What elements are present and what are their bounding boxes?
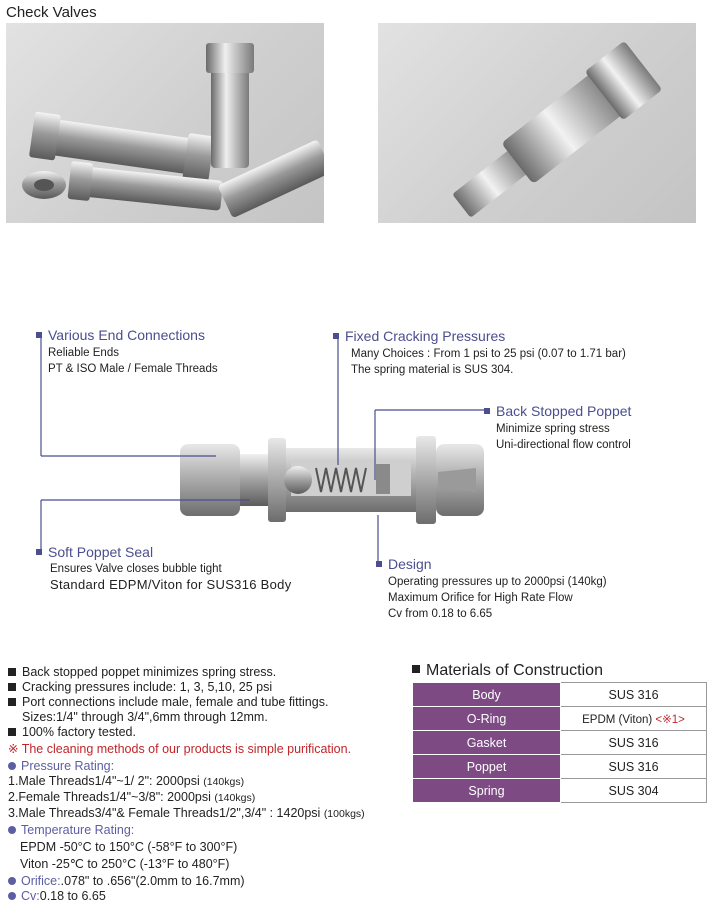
bullet-square-icon [8,698,16,706]
bullet-square-icon [36,332,42,338]
feature-item: Cracking pressures include: 1, 3, 5,10, 25 psi [8,680,365,695]
material-cell: SUS 304 [561,779,707,803]
pressure-line: 2.Female Threads1/4"~3/8": 2000psi (140kgs) [8,790,256,804]
table-row [413,755,707,779]
feature-item: Back stopped poppet minimizes spring stress. [8,665,365,680]
callout-back-stopped-poppet [484,403,631,453]
table-row [413,707,707,731]
bullet-dot-icon [8,877,16,885]
sizes-line: Sizes:1/4" through 3/4",6mm through 12mm. [22,710,268,724]
callout-line: Many Choices : From 1 psi to 25 psi (0.07 to 1.71 bar) [351,348,626,360]
callout-line: The spring material is SUS 304. [351,364,514,376]
callout-title: Various End Connections [48,327,205,343]
callout-line: Maximum Orifice for High Rate Flow [388,592,573,604]
callout-line: Cv from 0.18 to 6.65 [388,608,493,620]
callout-title: Fixed Cracking Pressures [345,328,506,344]
page-title: Check Valves [6,4,97,21]
bullet-square-icon [8,728,16,736]
material-cell: EPDM (Viton) <※1> [561,707,707,731]
material-cell: SUS 316 [561,731,707,755]
note-badge: <※1> [655,713,685,726]
feature-item: Port connections include male, female and tube fittings. [8,695,365,710]
part-cell: O-Ring [413,707,561,731]
callout-title: Back Stopped Poppet [496,403,632,419]
table-row [413,683,707,707]
callout-design [376,556,607,622]
temperature-rating-label: Temperature Rating: [21,823,135,837]
orifice-line: Orifice:.078" to .656"(2.0mm to 16.7mm) [8,874,365,889]
callout-title: Design [388,556,432,572]
callout-cracking-pressures [333,328,626,378]
part-cell: Body [413,683,561,707]
feature-item: 100% factory tested. [8,725,365,740]
table-row [413,779,707,803]
bullet-square-icon [484,408,490,414]
materials-title: Materials of Construction [426,662,603,679]
callout-line: Standard EDPM/Viton for SUS316 Body [50,577,292,592]
callout-soft-poppet-seal [36,544,292,593]
materials-table [412,682,707,803]
callout-title: Soft Poppet Seal [48,544,154,560]
cv-line: Cv:0.18 to 6.65 [8,889,365,904]
pressure-line: 3.Male Threads3/4"& Female Threads1/2",3/4" : 1420psi (100kgs) [8,806,365,820]
temperature-line: Viton -25℃ to 250°C (-13°F to 480°F) [20,857,230,871]
pressure-rating-label: Pressure Rating: [21,759,115,773]
bullet-square-icon [36,549,42,555]
callout-line: Ensures Valve closes bubble tight [50,563,222,575]
bullet-dot-icon [8,762,16,770]
material-cell: SUS 316 [561,755,707,779]
callout-line: PT & ISO Male / Female Threads [48,363,218,375]
bullet-dot-icon [8,826,16,834]
bullet-square-icon [376,561,382,567]
features-list [8,665,365,904]
callout-line: Uni-directional flow control [496,439,631,451]
table-row [413,731,707,755]
bullet-square-icon [8,683,16,691]
material-cell: SUS 316 [561,683,707,707]
part-cell: Gasket [413,731,561,755]
callout-line: Reliable Ends [48,347,119,359]
callout-line: Operating pressures up to 2000psi (140kg) [388,576,607,588]
materials-section [412,662,707,803]
bullet-square-icon [333,333,339,339]
callout-line: Minimize spring stress [496,423,610,435]
part-cell: Spring [413,779,561,803]
bullet-dot-icon [8,892,16,900]
bullet-square-icon [8,668,16,676]
part-cell: Poppet [413,755,561,779]
temperature-line: EPDM -50°C to 150°C (-58°F to 300°F) [20,840,238,854]
callout-end-connections [36,327,218,377]
bullet-square-icon [412,665,420,673]
pressure-line: 1.Male Threads1/4"~1/ 2": 2000psi (140kgs) [8,774,245,788]
cleaning-note: ※ The cleaning methods of our products is simple purification. [8,742,352,756]
